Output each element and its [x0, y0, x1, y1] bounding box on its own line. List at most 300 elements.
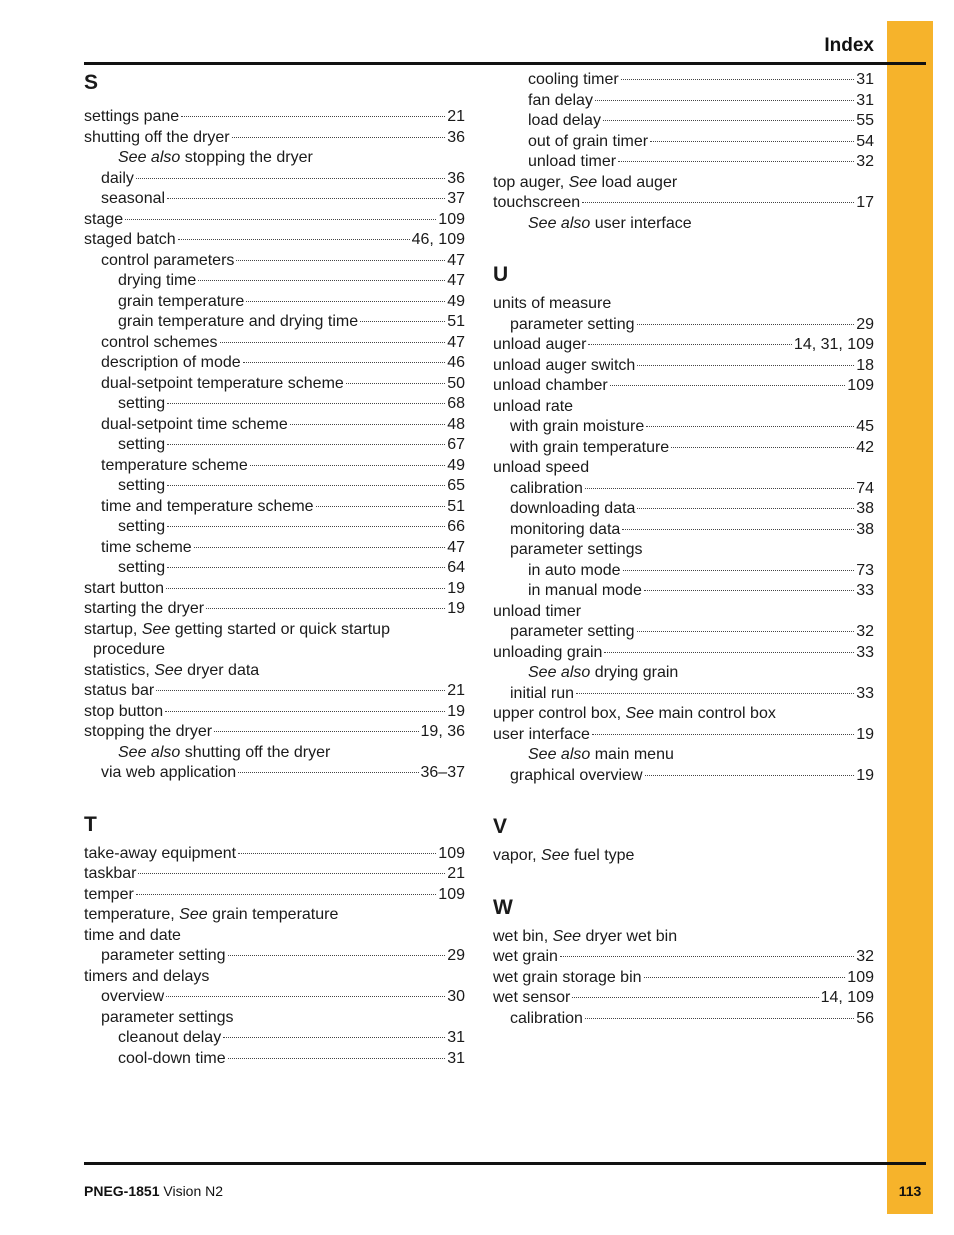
entry-text: staged batch: [84, 231, 176, 248]
index-entry: [493, 91, 874, 112]
entry-text: via web application: [101, 764, 237, 781]
dot-leader: [637, 365, 854, 366]
dot-leader: [671, 447, 854, 448]
dot-leader: [136, 178, 445, 179]
dot-leader: [623, 570, 855, 571]
index-entry-term: [101, 987, 164, 1008]
dot-leader: [316, 506, 446, 507]
index-entry-term: [84, 905, 338, 926]
index-entry-term: [84, 661, 259, 682]
index-entry: [84, 456, 465, 477]
entry-prefix: temperature,: [84, 906, 180, 923]
index-cross-reference: [493, 663, 874, 684]
index-entry: [493, 70, 874, 91]
dot-leader: [167, 567, 445, 568]
dot-leader: [572, 997, 818, 998]
entry-text: temper: [84, 885, 134, 903]
page-reference: 21: [447, 682, 465, 699]
see-label: See also: [118, 149, 181, 166]
index-entry: [84, 864, 465, 885]
index-entry: [84, 107, 465, 128]
page-reference: 31: [856, 91, 874, 109]
page-reference: 47: [447, 538, 465, 556]
entry-text: setting: [118, 436, 166, 453]
footer-rule: [84, 1162, 926, 1165]
index-entry-term: [493, 458, 589, 479]
see-label: See: [179, 906, 208, 923]
page-reference: 66: [447, 518, 465, 535]
page-reference: 109: [438, 885, 465, 903]
index-entry-term: [84, 128, 230, 149]
entry-prefix: vapor,: [493, 847, 542, 864]
header-rule: [84, 62, 926, 65]
entry-text: take-away equipment: [84, 844, 237, 862]
page-reference: 49: [447, 292, 465, 310]
index-entry-term: [510, 684, 574, 705]
page-reference: 46: [447, 354, 465, 371]
page-reference: 47: [447, 333, 465, 351]
index-entry: [493, 499, 874, 520]
entry-text: grain temperature: [118, 292, 245, 310]
page-reference: 50: [447, 374, 465, 392]
page-reference: 109: [438, 210, 465, 228]
dot-leader: [644, 977, 846, 978]
index-entry: [493, 968, 874, 989]
index-entry: [84, 292, 465, 313]
index-entry-term: [528, 91, 593, 112]
dot-leader: [246, 301, 445, 302]
dot-leader: [167, 403, 445, 404]
page-reference: 32: [856, 623, 874, 640]
entry-text: dual-setpoint temperature scheme: [101, 374, 344, 392]
page-reference: 33: [856, 582, 874, 599]
index-entry-term: [84, 620, 465, 641]
page-reference: 19: [447, 702, 465, 720]
page-reference: 29: [856, 315, 874, 333]
entry-text: setting: [118, 477, 166, 494]
entry-text: cleanout delay: [118, 1029, 222, 1046]
page-reference: 45: [856, 418, 874, 435]
entry-text: main control box: [658, 705, 776, 722]
entry-text: unload chamber: [493, 377, 608, 394]
entry-prefix: top auger,: [493, 173, 569, 191]
dot-leader: [228, 1058, 446, 1059]
index-entry: [493, 520, 874, 541]
index-entry: [493, 132, 874, 153]
entry-prefix: startup,: [84, 620, 142, 638]
dot-leader: [290, 424, 445, 425]
footer-doc-name: Vision N2: [163, 1183, 224, 1199]
index-entry-term: [101, 456, 248, 477]
dot-leader: [194, 547, 446, 548]
index-entry-term: [84, 579, 164, 600]
entry-text: in manual mode: [528, 582, 642, 599]
page-reference: 42: [856, 438, 874, 456]
entry-continuation: procedure: [93, 641, 166, 658]
index-entry: [493, 397, 874, 418]
index-entry-term: [493, 927, 677, 948]
index-entry: [84, 435, 465, 456]
page-reference: 47: [447, 272, 465, 289]
index-cross-reference: [84, 743, 465, 764]
index-entry-term: [510, 499, 635, 520]
entry-text: settings pane: [84, 108, 180, 125]
page-reference: 38: [856, 500, 874, 517]
dot-leader: [236, 260, 445, 261]
index-entry-term: [528, 214, 692, 235]
index-entry-term: [510, 1009, 583, 1030]
index-entry: [493, 152, 874, 173]
index-entry-term: [493, 376, 608, 397]
dot-leader: [346, 383, 445, 384]
entry-text: wet grain storage bin: [493, 968, 642, 986]
entry-text: drying grain: [594, 664, 679, 681]
dot-leader: [604, 652, 854, 653]
index-entry: [493, 988, 874, 1009]
dot-leader: [243, 362, 446, 363]
index-cross-reference: [493, 846, 874, 867]
page-reference: 64: [447, 559, 465, 576]
entry-text: load delay: [528, 112, 601, 129]
entry-text: fan delay: [528, 91, 593, 109]
index-entry-term: [118, 743, 330, 764]
entry-text: overview: [101, 988, 165, 1005]
index-entry-term: [118, 312, 358, 333]
index-entry-term: [510, 540, 643, 561]
page-reference: 109: [438, 844, 465, 862]
dot-leader: [214, 731, 418, 732]
page-reference: 19: [447, 600, 465, 617]
page-reference: 55: [856, 112, 874, 129]
page-reference: 49: [447, 456, 465, 474]
dot-leader: [650, 141, 854, 142]
index-cross-reference: [493, 704, 874, 725]
page-reference: 65: [447, 477, 465, 494]
entry-text: dual-setpoint time scheme: [101, 415, 288, 433]
index-entry-term: [510, 315, 635, 336]
index-tab-strip: [887, 21, 933, 1214]
index-cross-reference: [84, 661, 465, 682]
index-entry-term: [118, 1049, 226, 1070]
dot-leader: [238, 853, 436, 854]
index-entry-term: [84, 681, 154, 702]
dot-leader: [644, 590, 854, 591]
dot-leader: [646, 426, 854, 427]
index-entry-term: [101, 497, 314, 518]
index-entry-term: [528, 745, 674, 766]
page-reference: 18: [856, 356, 874, 374]
entry-text: daily: [101, 169, 134, 187]
index-entry: [84, 517, 465, 538]
page-reference: 29: [447, 947, 465, 964]
dot-leader: [198, 280, 445, 281]
index-entry: [84, 599, 465, 620]
entry-text: timers and delays: [84, 967, 210, 985]
footer-doc-info: [84, 1183, 223, 1199]
dot-leader: [637, 324, 855, 325]
index-entry: [493, 193, 874, 214]
entry-text: touchscreen: [493, 194, 581, 211]
index-entry: [493, 356, 874, 377]
index-entry-term: [493, 704, 776, 725]
page-reference: 37: [447, 190, 465, 207]
index-entry: [493, 438, 874, 459]
index-entry: [493, 602, 874, 623]
entry-text: shutting off the dryer: [84, 128, 230, 146]
entry-text: dryer wet bin: [585, 927, 678, 945]
dot-leader: [622, 529, 854, 530]
entry-text: stage: [84, 210, 124, 228]
dot-leader: [156, 690, 445, 691]
entry-text: seasonal: [101, 190, 166, 207]
see-label: See also: [528, 664, 591, 681]
entry-text: with grain temperature: [510, 438, 670, 456]
entry-text: unload auger switch: [493, 356, 636, 374]
index-entry-term: [510, 438, 669, 459]
dot-leader: [585, 488, 854, 489]
entry-text: calibration: [510, 479, 583, 497]
page-header-title: Index: [824, 35, 874, 56]
index-entry-term: [528, 111, 601, 132]
index-entry: [84, 312, 465, 333]
index-entry: [493, 111, 874, 132]
page-reference: 56: [856, 1009, 874, 1027]
dot-leader: [645, 775, 855, 776]
index-entry-term: [101, 538, 192, 559]
index-section-letter: T: [84, 812, 97, 836]
page-reference: 36: [447, 128, 465, 146]
index-entry-term: [493, 335, 586, 356]
dot-leader: [125, 219, 436, 220]
entry-text: unload speed: [493, 459, 590, 476]
index-cross-reference: [493, 927, 874, 948]
page-reference: 33: [856, 684, 874, 702]
index-entry-term: [493, 173, 677, 194]
index-entry-term: [84, 599, 204, 620]
index-entry-term: [101, 189, 165, 210]
entry-text: shutting off the dryer: [184, 743, 331, 761]
index-entry-term: [118, 271, 196, 292]
dot-leader: [576, 693, 854, 694]
dot-leader: [232, 137, 446, 138]
entry-text: parameter settings: [101, 1008, 234, 1026]
dot-leader: [560, 956, 854, 957]
page-reference: 109: [847, 968, 874, 986]
index-entry: [84, 189, 465, 210]
index-entry-term: [118, 517, 165, 538]
page-reference: 51: [447, 497, 465, 515]
index-entry: [84, 353, 465, 374]
page-reference: 19, 36: [420, 723, 465, 740]
index-entry: [84, 169, 465, 190]
index-entry: [493, 479, 874, 500]
index-entry: [493, 1009, 874, 1030]
index-entry-term: [493, 294, 611, 315]
entry-text: temperature scheme: [101, 456, 248, 474]
index-entry-term: [528, 581, 642, 602]
index-entry-term: [493, 356, 635, 377]
index-entry-term: [493, 988, 570, 1009]
index-entry-term: [84, 967, 209, 988]
entry-text: initial run: [510, 684, 575, 702]
page-reference: 36: [447, 169, 465, 187]
index-entry: [84, 1008, 465, 1029]
index-column-left: [84, 70, 465, 1069]
page-reference: 38: [856, 520, 874, 538]
entry-text: unload auger: [493, 336, 587, 353]
entry-text: unload rate: [493, 397, 574, 415]
index-entry-term: [493, 846, 634, 867]
index-entry: [84, 230, 465, 251]
page-reference: 68: [447, 395, 465, 412]
index-entry-term: [118, 148, 313, 169]
index-entry: [493, 335, 874, 356]
index-entry-term: [528, 561, 621, 582]
index-entry-term: [493, 397, 573, 418]
index-entry-term: [84, 926, 181, 947]
index-entry-term: [84, 844, 236, 865]
index-entry-term: [101, 374, 344, 395]
index-entry-term: [118, 558, 165, 579]
see-label: See also: [528, 214, 591, 232]
index-entry-term: [510, 520, 620, 541]
entry-prefix: upper control box,: [493, 705, 626, 722]
dot-leader: [167, 485, 445, 486]
see-label: See: [141, 620, 171, 638]
index-cross-reference: [493, 745, 874, 766]
page-reference: 31: [447, 1029, 465, 1046]
entry-text: control parameters: [101, 251, 235, 269]
page-reference: 74: [856, 479, 874, 497]
page-reference: 51: [447, 313, 465, 330]
dot-leader: [621, 79, 855, 80]
index-entry: [84, 415, 465, 436]
entry-text: out of grain timer: [528, 132, 649, 150]
entry-text: setting: [118, 518, 166, 535]
page-reference: 19: [856, 766, 874, 784]
index-entry: [84, 763, 465, 784]
page-reference: 31: [856, 71, 874, 88]
see-label: See: [154, 661, 183, 679]
index-entry: [493, 376, 874, 397]
index-entry: [84, 1049, 465, 1070]
dot-leader: [166, 996, 445, 997]
footer-doc-code: PNEG-1851: [84, 1183, 160, 1199]
entry-text: parameter setting: [510, 623, 635, 640]
page-number: 113: [898, 1183, 922, 1199]
entry-text: setting: [118, 395, 166, 412]
index-entry-term: [101, 415, 288, 436]
entry-text: starting the dryer: [84, 600, 205, 617]
index-entry: [84, 579, 465, 600]
page-reference: 31: [447, 1049, 465, 1067]
entry-text: load auger: [601, 173, 678, 191]
entry-text: wet sensor: [493, 989, 571, 1006]
page-reference: 14, 109: [820, 989, 874, 1006]
entry-prefix: statistics,: [84, 661, 155, 679]
entry-text: in auto mode: [528, 561, 621, 579]
index-entry-term: [84, 722, 212, 743]
index-entry: [84, 497, 465, 518]
entry-text: parameter setting: [101, 947, 226, 964]
index-section-letter: V: [493, 815, 508, 838]
index-entry: [84, 987, 465, 1008]
dot-leader: [206, 608, 445, 609]
see-label: See: [625, 705, 654, 722]
entry-text: status bar: [84, 682, 155, 699]
index-cross-reference: [84, 905, 465, 926]
index-entry-term: [118, 394, 165, 415]
dot-leader: [223, 1037, 445, 1038]
see-label: See: [541, 847, 570, 864]
index-entry: [493, 947, 874, 968]
index-entry: [84, 251, 465, 272]
index-cross-reference: [84, 148, 465, 169]
index-entry-term: [101, 763, 236, 784]
index-entry-term: [101, 1008, 234, 1029]
index-entry-term: [84, 230, 176, 251]
dot-leader: [360, 321, 445, 322]
index-entry-term: [493, 947, 558, 968]
index-entry-term: [101, 353, 241, 374]
entry-text: start button: [84, 579, 165, 597]
index-cross-reference: [493, 214, 874, 235]
index-entry: [493, 684, 874, 705]
index-cross-reference: [493, 173, 874, 194]
entry-text: user interface: [493, 725, 590, 743]
entry-text: drying time: [118, 272, 197, 289]
index-entry: [84, 885, 465, 906]
entry-text: parameter setting: [510, 315, 635, 333]
index-entry: [84, 271, 465, 292]
dot-leader: [181, 116, 445, 117]
index-entry-term: [528, 152, 616, 173]
page-reference: 30: [447, 988, 465, 1005]
page-reference: 21: [447, 108, 465, 125]
dot-leader: [637, 631, 855, 632]
page-reference: 109: [847, 377, 874, 394]
index-entry: [493, 643, 874, 664]
index-entry: [84, 374, 465, 395]
entry-text: downloading data: [510, 500, 636, 517]
index-cross-reference: [84, 620, 465, 641]
entry-text: grain temperature: [212, 906, 339, 923]
page-reference: 21: [447, 865, 465, 882]
page-reference: 32: [856, 153, 874, 170]
entry-text: time scheme: [101, 538, 192, 556]
dot-leader: [167, 526, 445, 527]
entry-text: graphical overview: [510, 766, 643, 784]
index-section-letter: U: [493, 263, 509, 286]
index-entry: [84, 1028, 465, 1049]
dot-leader: [138, 873, 445, 874]
entry-text: user interface: [594, 214, 692, 232]
index-entry: [493, 294, 874, 315]
index-entry: [84, 128, 465, 149]
page-reference: 19: [856, 725, 874, 743]
dot-leader: [250, 465, 445, 466]
entry-prefix: wet bin,: [493, 927, 553, 945]
index-entry: [84, 210, 465, 231]
entry-text: description of mode: [101, 354, 241, 371]
index-entry-term: [101, 169, 134, 190]
index-entry-term: [84, 702, 163, 723]
see-label: See also: [118, 743, 181, 761]
index-entry-term: [493, 193, 580, 214]
dot-leader: [618, 161, 854, 162]
dot-leader: [592, 734, 854, 735]
page-reference: 46, 109: [411, 231, 465, 248]
